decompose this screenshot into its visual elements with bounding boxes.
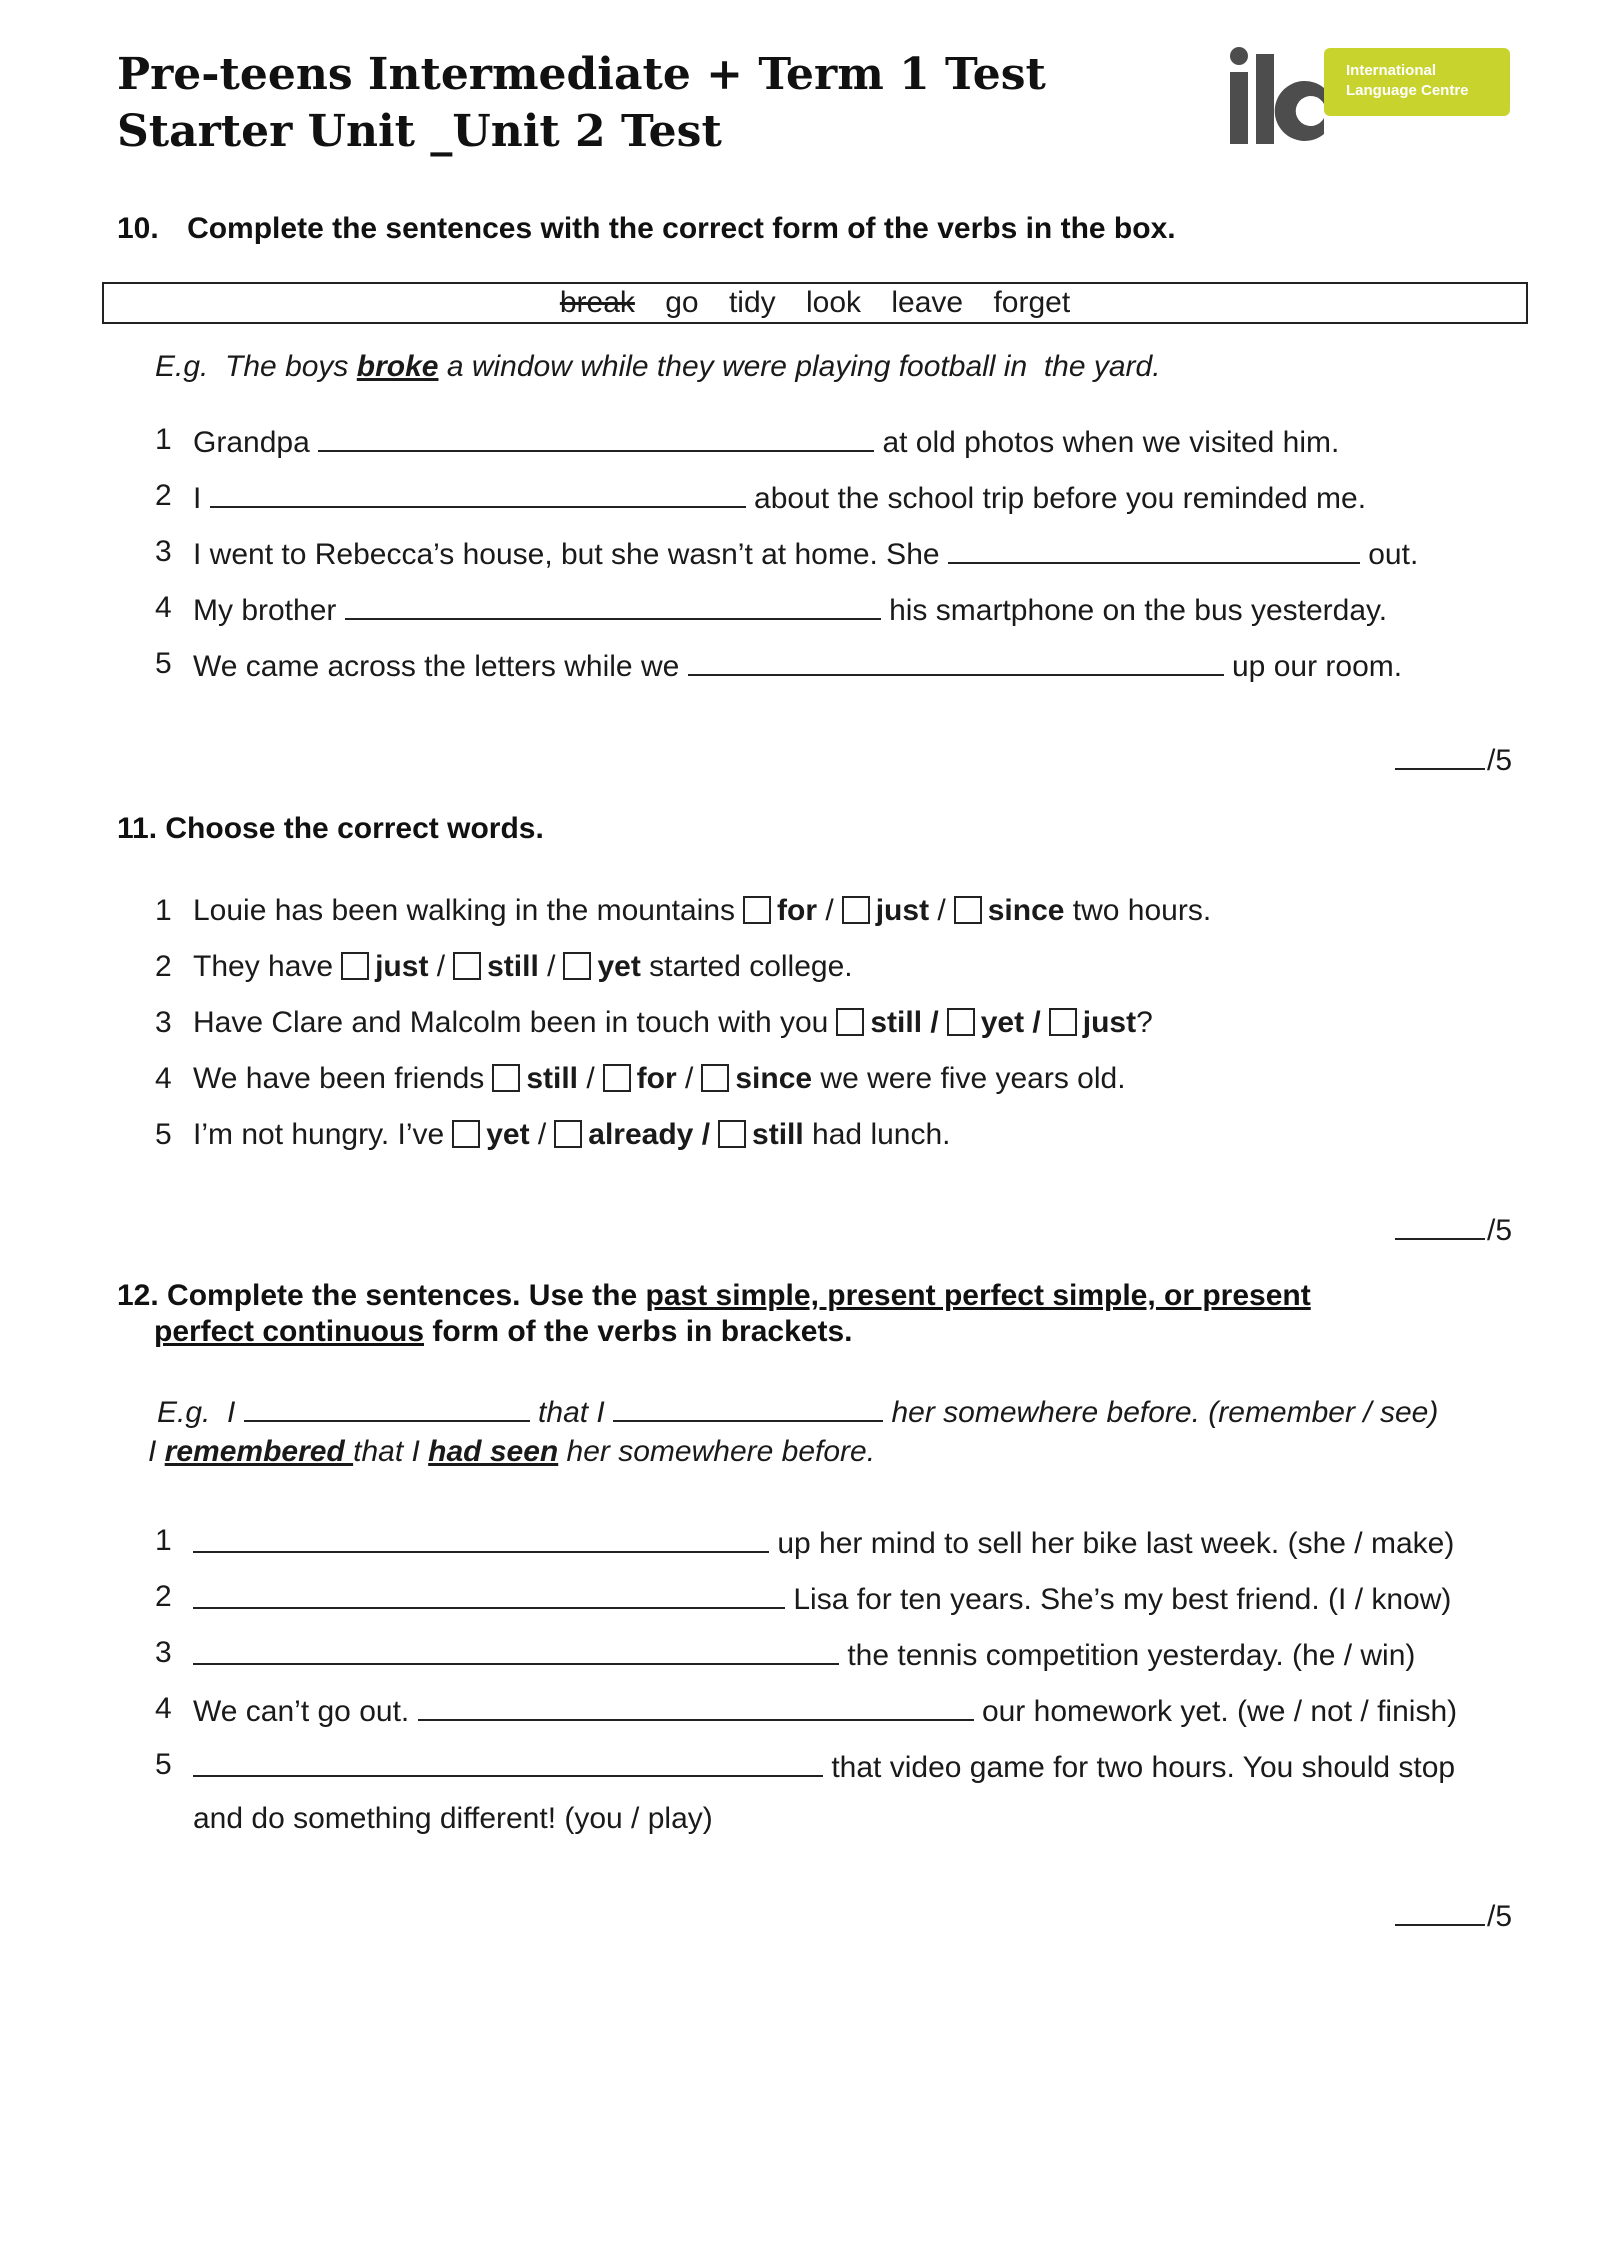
option-checkbox[interactable] — [492, 1064, 520, 1092]
logo-text-line-1: International — [1346, 62, 1437, 79]
q12-score — [1395, 1896, 1512, 1934]
item-text-after: that video game for two hours. You should stop — [831, 1751, 1456, 1784]
item-number: 2 — [155, 950, 172, 983]
q12-heading-line2-suffix: form of the verbs in brackets. — [424, 1315, 853, 1348]
item-number: 1 — [155, 894, 172, 927]
test-title — [117, 46, 1046, 160]
item-text-after: ? — [1136, 1006, 1153, 1039]
option-checkbox[interactable] — [453, 952, 481, 980]
item-text-before: I’m not hungry. I’ve — [193, 1118, 445, 1151]
title-line-1: Pre-teens Intermediate + Term 1 Test — [117, 49, 1046, 100]
word-break: break — [559, 286, 635, 319]
ilc-logo-icon — [1228, 46, 1510, 146]
answer-blank[interactable] — [210, 478, 746, 508]
item-text-after: had lunch. — [803, 1118, 951, 1151]
word-tidy: tidy — [728, 286, 776, 319]
option-label: since — [735, 1062, 813, 1095]
score-total: /5 — [1487, 744, 1513, 777]
answer-blank[interactable] — [318, 422, 874, 452]
option-checkbox[interactable] — [701, 1064, 729, 1092]
option-checkbox[interactable] — [836, 1008, 864, 1036]
score-total: /5 — [1487, 1214, 1513, 1247]
answer-blank[interactable] — [345, 590, 881, 620]
item-text-before: Louie has been walking in the mountains — [193, 894, 736, 927]
item-text-after: Lisa for ten years. She’s my best friend. (I / know) — [793, 1583, 1452, 1616]
q11-heading: 11. Choose the correct words. — [117, 812, 544, 845]
q10-example — [155, 350, 1161, 384]
item-text-after: the tennis competition yesterday. (he / win) — [847, 1639, 1416, 1672]
example-text: that I — [529, 1396, 614, 1429]
word-go: go — [665, 286, 699, 319]
answer-blank[interactable] — [193, 1523, 769, 1553]
option-label: just — [875, 894, 930, 927]
item-text-after: started college. — [640, 950, 853, 983]
answer-blank[interactable] — [418, 1691, 974, 1721]
option-label: just — [1082, 1006, 1137, 1039]
option-label: still — [487, 950, 539, 983]
option-label: still — [752, 1118, 804, 1151]
option-label: yet — [597, 950, 641, 983]
item-number: 2 — [155, 479, 172, 512]
item-text-before: Have Clare and Malcolm been in touch with you — [193, 1006, 829, 1039]
item-number: 2 — [155, 1580, 172, 1613]
item-text-before: We can’t go out. — [193, 1695, 410, 1728]
item-number: 4 — [155, 1062, 172, 1095]
item-text-before: I went to Rebecca’s house, but she wasn’t at home. She — [193, 538, 940, 571]
option-label: since — [987, 894, 1065, 927]
option-checkbox[interactable] — [603, 1064, 631, 1092]
option-checkbox[interactable] — [1049, 1008, 1077, 1036]
item-text-after: at old photos when we visited him. — [882, 426, 1340, 459]
item-number: 1 — [155, 423, 172, 456]
option-label: just — [375, 950, 429, 983]
score-blank[interactable] — [1395, 740, 1485, 770]
word-box — [102, 282, 1528, 324]
word-forget: forget — [993, 286, 1071, 319]
option-label: for — [777, 894, 818, 927]
option-checkbox[interactable] — [743, 896, 771, 924]
item-number: 5 — [155, 1748, 172, 1781]
item-text-before: We came across the letters while we — [193, 650, 680, 683]
option-checkbox[interactable] — [954, 896, 982, 924]
option-checkbox[interactable] — [554, 1120, 582, 1148]
option-checkbox[interactable] — [947, 1008, 975, 1036]
q10-number: 10. — [117, 212, 159, 245]
answer-blank[interactable] — [688, 646, 1224, 676]
item-text-before: I — [193, 482, 202, 515]
item-text-before: Grandpa — [193, 426, 310, 459]
item-number: 4 — [155, 1692, 172, 1725]
q12-heading-line2-underlined: perfect continuous — [154, 1315, 425, 1348]
option-label: for — [636, 1062, 677, 1095]
item-number: 5 — [155, 1118, 172, 1151]
q11-score — [1395, 1210, 1512, 1248]
example-text: that I — [353, 1435, 429, 1468]
q10-instruction: Complete the sentences with the correct form of the verbs in the box. — [187, 212, 1176, 245]
logo-text-line-2: Language Centre — [1346, 82, 1469, 99]
answer-blank[interactable] — [948, 534, 1360, 564]
option-label: still — [870, 1006, 923, 1039]
q10-heading — [117, 212, 1176, 246]
option-label: already — [588, 1118, 694, 1151]
example-blank — [613, 1392, 883, 1422]
option-checkbox[interactable] — [341, 952, 369, 980]
item-number: 5 — [155, 647, 172, 680]
example-text: I — [148, 1435, 165, 1468]
q12-heading-underlined: past simple, present perfect simple, or present — [645, 1279, 1311, 1312]
option-checkbox[interactable] — [842, 896, 870, 924]
ilc-logo — [1228, 46, 1510, 146]
item-text-before: We have been friends — [193, 1062, 485, 1095]
item-text-after: up her mind to sell her bike last week. (she / make) — [777, 1527, 1455, 1560]
example-blank — [244, 1392, 530, 1422]
example-answer: had seen — [428, 1435, 559, 1468]
option-checkbox[interactable] — [452, 1120, 480, 1148]
item-text-after: two hours. — [1064, 894, 1212, 927]
item-text-before: My brother — [193, 594, 337, 627]
example-answer: remembered — [164, 1435, 354, 1468]
q10-example-suffix: a window while they were playing football in the yard. — [438, 350, 1161, 383]
example-text: her somewhere before. (remember / see) — [883, 1396, 1439, 1429]
option-label: yet — [486, 1118, 530, 1151]
item-number: 1 — [155, 1524, 172, 1557]
example-text: E.g. I — [157, 1396, 244, 1429]
answer-blank[interactable] — [193, 1747, 823, 1777]
item-text-after: we were five years old. — [812, 1062, 1126, 1095]
q10-example-prefix: E.g. The boys — [155, 350, 357, 383]
option-label: still — [526, 1062, 578, 1095]
q12-heading-prefix: 12. Complete the sentences. Use the — [117, 1279, 646, 1312]
score-blank[interactable] — [1395, 1210, 1485, 1240]
item-text-after: out. — [1368, 538, 1419, 571]
title-line-2: Starter Unit _Unit 2 Test — [117, 106, 722, 157]
answer-blank[interactable] — [193, 1635, 839, 1665]
option-label: yet — [980, 1006, 1025, 1039]
item-text-before: They have — [193, 950, 334, 983]
score-blank[interactable] — [1395, 1896, 1485, 1926]
q12-example-line-2 — [148, 1435, 875, 1469]
item-text-after: up our room. — [1232, 650, 1403, 683]
item-number: 3 — [155, 1006, 172, 1039]
q12-heading — [117, 1278, 1311, 1350]
q12-item-5-line-2: and do something different! (you / play) — [193, 1802, 713, 1835]
item-number: 3 — [155, 1636, 172, 1669]
item-number: 4 — [155, 591, 172, 624]
option-checkbox[interactable] — [563, 952, 591, 980]
example-text: her somewhere before. — [558, 1435, 876, 1468]
answer-blank[interactable] — [193, 1579, 785, 1609]
item-number: 3 — [155, 535, 172, 568]
item-text-after: his smartphone on the bus yesterday. — [889, 594, 1388, 627]
item-text-after: about the school trip before you reminded me. — [754, 482, 1367, 515]
word-leave: leave — [891, 286, 964, 319]
score-total: /5 — [1487, 1900, 1513, 1933]
word-look: look — [805, 286, 862, 319]
item-text-after: our homework yet. (we / not / finish) — [981, 1695, 1458, 1728]
q12-example-line-1 — [157, 1392, 1438, 1430]
q10-score — [1395, 740, 1512, 778]
option-checkbox[interactable] — [718, 1120, 746, 1148]
q10-example-answer: broke — [356, 350, 439, 383]
